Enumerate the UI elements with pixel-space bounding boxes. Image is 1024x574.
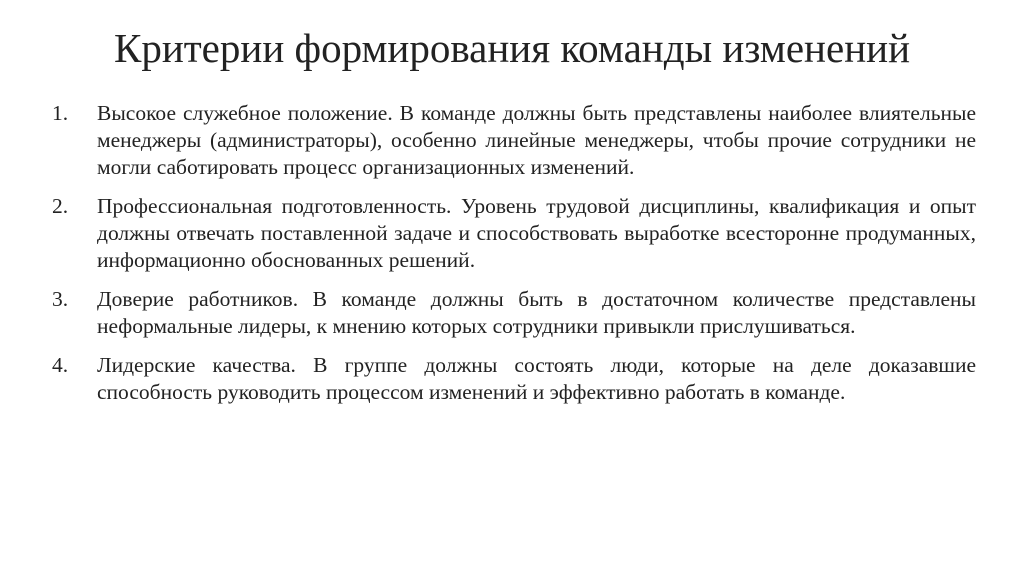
criteria-list <box>52 100 976 418</box>
criteria-number: 3. <box>52 287 69 311</box>
criteria-number: 2. <box>52 194 69 218</box>
criteria-text: Доверие работников. В команде должны быть в достаточном количестве представлены неформальные лидеры, к мнению которых сотрудники привыкли прислушиваться. <box>97 287 976 338</box>
criteria-number: 4. <box>52 353 69 377</box>
criteria-item-1 <box>52 100 976 181</box>
criteria-item-3 <box>52 286 976 340</box>
criteria-number: 1. <box>52 101 69 125</box>
criteria-item-4 <box>52 352 976 406</box>
slide-title: Критерии формирования команды изменений <box>113 25 911 71</box>
criteria-text: Высокое служебное положение. В команде должны быть представлены наиболее влиятельные менеджеры (администраторы), особенно линейные менеджеры, чтобы прочие сотрудники не могли саботировать процесс организационных изменений. <box>97 101 976 179</box>
criteria-text: Лидерские качества. В группе должны состоять люди, которые на деле доказавшие способность руководить процессом изменений и эффективно работать в команде. <box>97 353 976 404</box>
criteria-text: Профессиональная подготовленность. Уровень трудовой дисциплины, квалификация и опыт должны отвечать поставленной задаче и способствовать выработке всесторонне продуманных, информационно обоснованных решений. <box>97 194 976 272</box>
criteria-item-2 <box>52 193 976 274</box>
